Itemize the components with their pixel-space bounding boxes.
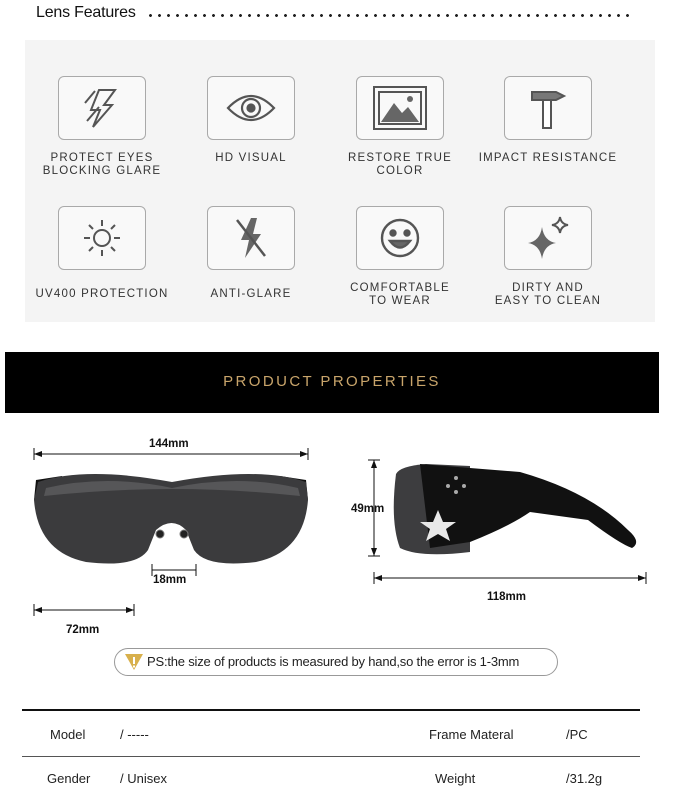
feature-icon-box (207, 206, 295, 270)
feature-easy-clean (473, 206, 623, 308)
table-row-divider (22, 756, 640, 757)
feature-icon-box (58, 76, 146, 140)
feature-hd-visual (176, 76, 326, 165)
lightning-icon (79, 85, 125, 131)
feature-true-color (325, 76, 475, 178)
spec-weight-value: /31.2g (566, 771, 603, 786)
spec-gender-label: Gender (47, 771, 91, 786)
feature-uv400 (27, 206, 177, 301)
feature-label: COMFORTABLE TO WEAR (350, 282, 450, 307)
feature-label: PROTECT EYES BLOCKING GLARE (42, 152, 162, 177)
sun-icon (80, 216, 124, 260)
glasses-front-view (26, 430, 326, 640)
spec-gender-value: / Unisex (120, 771, 167, 786)
feature-protect-eyes (27, 76, 177, 178)
spec-model-value: / ----- (120, 727, 149, 742)
feature-icon-box (356, 76, 444, 140)
eye-icon (225, 88, 277, 128)
feature-label: DIRTY AND EASY TO CLEAN (494, 282, 602, 307)
feature-label: HD VISUAL (215, 152, 287, 164)
banner-title: PRODUCT PROPERTIES (223, 373, 441, 390)
smile-icon (378, 216, 422, 260)
feature-label: RESTORE TRUE COLOR (347, 152, 453, 177)
sparkle-icon (524, 215, 572, 261)
dimension-lens-width: 72mm (66, 624, 100, 636)
spec-material-label: Frame Materal (429, 727, 514, 742)
dimension-total-width: 144mm (149, 438, 189, 450)
feature-icon-box (58, 206, 146, 270)
section-title: Lens Features (36, 4, 136, 21)
feature-icon-box (504, 206, 592, 270)
dotted-divider (146, 14, 634, 17)
mountain-picture-icon (372, 85, 428, 131)
dimension-height: 49mm (351, 503, 385, 515)
feature-impact-resistance (473, 76, 623, 165)
table-top-rule (22, 709, 640, 711)
spec-model-label: Model (50, 727, 86, 742)
feature-icon-box (356, 206, 444, 270)
dimension-bridge: 18mm (153, 574, 187, 586)
feature-anti-glare (176, 206, 326, 301)
lightning-off-icon (229, 214, 273, 262)
feature-label: IMPACT RESISTANCE (478, 152, 618, 164)
glasses-side-view (360, 452, 660, 592)
feature-icon-box (504, 76, 592, 140)
spec-weight-label: Weight (435, 771, 476, 786)
feature-label: ANTI-GLARE (210, 288, 292, 300)
feature-label: UV400 PROTECTION (35, 288, 169, 300)
feature-comfortable (325, 206, 475, 308)
feature-icon-box (207, 76, 295, 140)
note-text: PS:the size of products is measured by hand,so the error is 1-3mm (147, 654, 520, 669)
warning-icon (124, 653, 144, 671)
hammer-icon (526, 84, 570, 132)
spec-material-value: /PC (566, 727, 588, 742)
dimension-temple-length: 118mm (487, 591, 527, 603)
lens-features-panel (25, 40, 655, 322)
